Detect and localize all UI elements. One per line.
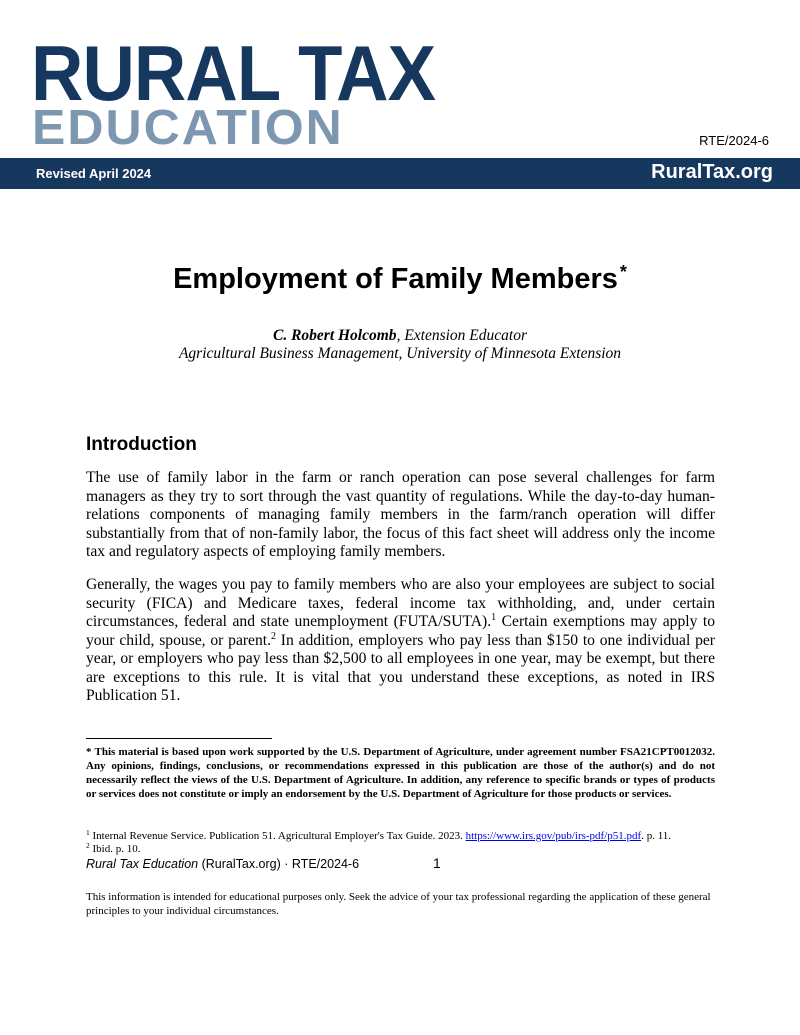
title-text: Employment of Family Members [173,263,618,295]
disclaimer: This information is intended for educational purposes only. Seek the advice of your tax professional regarding the application of these general principles to your individual circumstances. [86,891,711,917]
footnote-number: 2 [86,841,90,850]
footnote-2 [86,843,715,856]
footer-publication-name: Rural Tax Education [86,857,199,871]
author-name: C. Robert Holcomb [272,327,397,344]
revised-date: Revised April 2024 [36,166,152,181]
section-heading-introduction: Introduction [86,434,197,455]
footnote-ref-2[interactable]: 2 [271,630,277,642]
intro-paragraph-1: The use of family labor in the farm or ranch operation can pose several challenges for farm managers as they try to sort through the vast quantity of regulations. While the day-to-day human-relations components of managing family members in the farm/ranch operation will differ substantially from that of non-family labor, the focus of this fact sheet will address only the income tax and regulatory aspects of employing family members. [86,469,715,560]
irs-publication-link[interactable]: https://www.irs.gov/pub/irs-pdf/p51.pdf [465,830,642,842]
header-banner [0,158,800,189]
intro-paragraph-2 [86,576,715,706]
author-affiliation: Agricultural Business Management, University of Minnesota Extension [178,345,622,362]
paragraph-text: Generally, the wages you pay to family members who are also your employees are subject to social security (FICA) and Medicare taxes, federal income tax withholding, and, under certain circumstances, federal and state unemployment (FUTA/SUTA). [86,576,715,630]
footnote-text: . p. 11. [641,830,672,842]
paragraph-text: Certain exemptions may apply to your child, spouse, or parent. [86,613,715,649]
footer-citation [86,857,359,871]
logo-rural-tax: RURAL TAX [31,29,436,117]
page-title [0,262,800,296]
footnote-divider [86,738,272,739]
author-role: , Extension Educator [396,327,527,344]
title-footnote-mark: * [619,262,627,282]
document-number: RTE/2024-6 [699,133,769,148]
logo-education: EDUCATION [32,101,344,155]
funding-footnote [86,745,715,801]
page-number: 1 [433,855,441,871]
funding-footnote-text: This material is based upon work supported by the U.S. Department of Agriculture, under agreement number FSA21CPT0012032. Any opinions, findings, conclusions, or recommendations expressed in this publication are those of the author(s) and do not necessarily reflect the views of the U.S. Department of Agriculture. In addition, any reference to specific brands or types of products or services does not constitute or imply an endorsement by the U.S. Department of Agriculture for those products or services. [86,746,715,800]
paragraph-text: In addition, employers who pay less than $150 to one individual per year, or employers who pay less than $2,500 to all employees in one year, may be exempt, but there are exceptions to this rule. It is vital that you understand these exceptions, as noted in IRS Publication 51. [86,631,715,704]
footer-publication-id: (RuralTax.org) · RTE/2024-6 [198,857,360,871]
footnote-number: 1 [86,828,90,837]
site-name: RuralTax.org [651,161,773,183]
footnote-text: Internal Revenue Service. Publication 51. Agricultural Employer's Tax Guide. 2023. [89,830,466,842]
asterisk-icon: * [86,746,92,758]
author-line [0,327,800,345]
footnote-text: Ibid. p. 10. [89,843,141,855]
footnote-ref-1[interactable]: 1 [491,612,497,623]
footnote-1 [86,830,715,843]
